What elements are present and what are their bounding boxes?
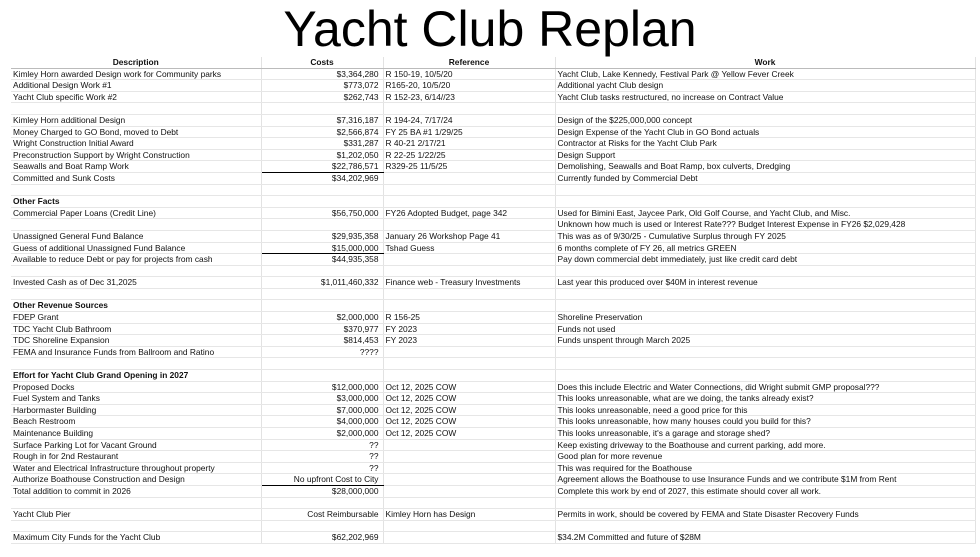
- cost-cell[interactable]: $34,202,969: [261, 172, 383, 184]
- description-cell[interactable]: Other Facts: [11, 196, 261, 208]
- reference-cell[interactable]: R 150-19, 10/5/20: [383, 68, 555, 80]
- work-cell[interactable]: [555, 184, 975, 196]
- reference-cell[interactable]: [383, 485, 555, 497]
- table-row: [11, 207, 975, 219]
- description-cell[interactable]: Harbormaster Building: [11, 404, 261, 416]
- work-cell[interactable]: Currently funded by Commercial Debt: [555, 172, 975, 184]
- work-cell[interactable]: Shoreline Preservation: [555, 312, 975, 324]
- reference-cell[interactable]: January 26 Workshop Page 41: [383, 230, 555, 242]
- work-cell[interactable]: Permits in work, should be covered by FEMA and State Disaster Recovery Funds: [555, 509, 975, 521]
- description-cell[interactable]: [11, 265, 261, 277]
- table-row: [11, 242, 975, 254]
- table-row: [11, 323, 975, 335]
- table-row: [11, 497, 975, 509]
- table-row: [11, 161, 975, 173]
- table-row: [11, 346, 975, 358]
- reference-cell[interactable]: [383, 172, 555, 184]
- description-cell[interactable]: TDC Shoreline Expansion: [11, 335, 261, 347]
- reference-cell[interactable]: Tshad Guess: [383, 242, 555, 254]
- table-row: [11, 428, 975, 440]
- cost-cell[interactable]: [261, 370, 383, 382]
- cost-cell[interactable]: $773,072: [261, 80, 383, 92]
- cost-cell[interactable]: $7,316,187: [261, 114, 383, 126]
- work-cell[interactable]: This was as of 9/30/25 - Cumulative Surplus through FY 2025: [555, 230, 975, 242]
- reference-cell[interactable]: [383, 439, 555, 451]
- table-row: [11, 358, 975, 370]
- cost-cell[interactable]: ????: [261, 346, 383, 358]
- header-work[interactable]: Work: [555, 57, 975, 68]
- cost-cell[interactable]: $331,287: [261, 138, 383, 150]
- cost-cell[interactable]: $2,566,874: [261, 126, 383, 138]
- table-row: [11, 68, 975, 80]
- work-cell[interactable]: Agreement allows the Boathouse to use Insurance Funds and we contribute $1M from Rent: [555, 474, 975, 486]
- description-cell[interactable]: Guess of additional Unassigned Fund Balance: [11, 242, 261, 254]
- reference-cell[interactable]: [383, 346, 555, 358]
- reference-cell[interactable]: FY 2023: [383, 323, 555, 335]
- reference-cell[interactable]: [383, 184, 555, 196]
- table-row: [11, 219, 975, 231]
- reference-cell[interactable]: [383, 520, 555, 532]
- table-row: [11, 300, 975, 312]
- reference-cell[interactable]: [383, 497, 555, 509]
- spreadsheet: [11, 57, 975, 544]
- cost-cell[interactable]: $3,000,000: [261, 393, 383, 405]
- cost-cell[interactable]: [261, 265, 383, 277]
- work-cell[interactable]: [555, 346, 975, 358]
- description-cell[interactable]: Surface Parking Lot for Vacant Ground: [11, 439, 261, 451]
- reference-cell[interactable]: [383, 103, 555, 115]
- reference-cell[interactable]: R329-25 11/5/25: [383, 161, 555, 173]
- reference-cell[interactable]: FY 2023: [383, 335, 555, 347]
- work-cell[interactable]: Funds unspent through March 2025: [555, 335, 975, 347]
- work-cell[interactable]: Yacht Club, Lake Kennedy, Festival Park @ Yellow Fever Creek: [555, 68, 975, 80]
- table-row: [11, 532, 975, 544]
- cost-cell[interactable]: [261, 300, 383, 312]
- cost-cell[interactable]: $28,000,000: [261, 485, 383, 497]
- work-cell[interactable]: Unknown how much is used or Interest Rate??? Budget Interest Expense in FY26 $2,029,428: [555, 219, 975, 231]
- cost-cell[interactable]: [261, 288, 383, 300]
- table-row: [11, 265, 975, 277]
- reference-cell[interactable]: R 156-25: [383, 312, 555, 324]
- description-cell[interactable]: Maintenance Building: [11, 428, 261, 440]
- work-cell[interactable]: [555, 300, 975, 312]
- description-cell[interactable]: Yacht Club specific Work #2: [11, 91, 261, 103]
- table-row: [11, 91, 975, 103]
- description-cell[interactable]: [11, 520, 261, 532]
- description-cell[interactable]: [11, 184, 261, 196]
- reference-cell[interactable]: Oct 12, 2025 COW: [383, 393, 555, 405]
- header-description[interactable]: Description: [11, 57, 261, 68]
- work-cell[interactable]: This looks unreasonable, need a good price for this: [555, 404, 975, 416]
- cost-cell[interactable]: $22,786,571: [261, 161, 383, 173]
- work-cell[interactable]: $34.2M Committed and future of $28M: [555, 532, 975, 544]
- reference-cell[interactable]: [383, 288, 555, 300]
- table-row: [11, 462, 975, 474]
- cost-cell[interactable]: ??: [261, 439, 383, 451]
- description-cell[interactable]: Water and Electrical Infrastructure throughout property: [11, 462, 261, 474]
- description-cell[interactable]: Authorize Boathouse Construction and Design: [11, 474, 261, 486]
- reference-cell[interactable]: [383, 254, 555, 266]
- work-cell[interactable]: [555, 288, 975, 300]
- description-cell[interactable]: Yacht Club Pier: [11, 509, 261, 521]
- reference-cell[interactable]: FY26 Adopted Budget, page 342: [383, 207, 555, 219]
- table-row: [11, 126, 975, 138]
- table-row: [11, 474, 975, 486]
- work-cell[interactable]: Design Support: [555, 149, 975, 161]
- description-cell[interactable]: Seawalls and Boat Ramp Work: [11, 161, 261, 173]
- reference-cell[interactable]: Finance web - Treasury Investments: [383, 277, 555, 289]
- cost-cell[interactable]: $1,202,050: [261, 149, 383, 161]
- cost-cell[interactable]: No upfront Cost to City: [261, 474, 383, 486]
- table-row: [11, 149, 975, 161]
- table-body: [11, 68, 975, 543]
- cost-cell[interactable]: $12,000,000: [261, 381, 383, 393]
- work-cell[interactable]: Does this include Electric and Water Connections, did Wright submit GMP proposal???: [555, 381, 975, 393]
- cost-cell[interactable]: $4,000,000: [261, 416, 383, 428]
- description-cell[interactable]: Money Charged to GO Bond, moved to Debt: [11, 126, 261, 138]
- cost-cell[interactable]: $1,011,460,332: [261, 277, 383, 289]
- table-row: [11, 114, 975, 126]
- reference-cell[interactable]: Oct 12, 2025 COW: [383, 404, 555, 416]
- reference-cell[interactable]: Oct 12, 2025 COW: [383, 381, 555, 393]
- cost-cell[interactable]: $2,000,000: [261, 428, 383, 440]
- work-cell[interactable]: Last year this produced over $40M in interest revenue: [555, 277, 975, 289]
- description-cell[interactable]: Rough in for 2nd Restaurant: [11, 451, 261, 463]
- table-row: [11, 439, 975, 451]
- work-cell[interactable]: [555, 358, 975, 370]
- header-reference[interactable]: Reference: [383, 57, 555, 68]
- work-cell[interactable]: This was required for the Boathouse: [555, 462, 975, 474]
- reference-cell[interactable]: [383, 370, 555, 382]
- description-cell[interactable]: Other Revenue Sources: [11, 300, 261, 312]
- description-cell[interactable]: Wright Construction Initial Award: [11, 138, 261, 150]
- description-cell[interactable]: [11, 219, 261, 231]
- table-row: [11, 254, 975, 266]
- cost-cell[interactable]: $15,000,000: [261, 242, 383, 254]
- description-cell[interactable]: TDC Yacht Club Bathroom: [11, 323, 261, 335]
- work-cell[interactable]: Funds not used: [555, 323, 975, 335]
- table-row: [11, 288, 975, 300]
- work-cell[interactable]: This looks unreasonable, how many houses could you build for this?: [555, 416, 975, 428]
- reference-cell[interactable]: [383, 358, 555, 370]
- work-cell[interactable]: Used for Bimini East, Jaycee Park, Old Golf Course, and Yacht Club, and Misc.: [555, 207, 975, 219]
- work-cell[interactable]: Design of the $225,000,000 concept: [555, 114, 975, 126]
- description-cell[interactable]: Total addition to commit in 2026: [11, 485, 261, 497]
- table-row: [11, 230, 975, 242]
- work-cell[interactable]: Yacht Club tasks restructured, no increase on Contract Value: [555, 91, 975, 103]
- cost-cell[interactable]: $3,364,280: [261, 68, 383, 80]
- reference-cell[interactable]: [383, 532, 555, 544]
- reference-cell[interactable]: [383, 219, 555, 231]
- table-row: [11, 335, 975, 347]
- work-cell[interactable]: Good plan for more revenue: [555, 451, 975, 463]
- description-cell[interactable]: [11, 288, 261, 300]
- cost-cell[interactable]: $62,202,969: [261, 532, 383, 544]
- description-cell[interactable]: Unassigned General Fund Balance: [11, 230, 261, 242]
- reference-cell[interactable]: R 40-21 2/17/21: [383, 138, 555, 150]
- description-cell[interactable]: Additional Design Work #1: [11, 80, 261, 92]
- work-cell[interactable]: [555, 265, 975, 277]
- reference-cell[interactable]: FY 25 BA #1 1/29/25: [383, 126, 555, 138]
- table-row: [11, 520, 975, 532]
- reference-cell[interactable]: [383, 474, 555, 486]
- page-title: Yacht Club Replan: [283, 1, 697, 57]
- work-cell[interactable]: Keep existing driveway to the Boathouse and current parking, add more.: [555, 439, 975, 451]
- reference-cell[interactable]: [383, 300, 555, 312]
- reference-cell[interactable]: [383, 196, 555, 208]
- table-row: [11, 381, 975, 393]
- work-cell[interactable]: [555, 520, 975, 532]
- cost-cell[interactable]: [261, 219, 383, 231]
- replan-table: [11, 57, 976, 544]
- table-row: [11, 509, 975, 521]
- cost-cell[interactable]: [261, 520, 383, 532]
- work-cell[interactable]: Demolishing, Seawalls and Boat Ramp, box culverts, Dredging: [555, 161, 975, 173]
- table-row: [11, 416, 975, 428]
- reference-cell[interactable]: [383, 451, 555, 463]
- cost-cell[interactable]: [261, 184, 383, 196]
- cost-cell[interactable]: $29,935,358: [261, 230, 383, 242]
- cost-cell[interactable]: $814,453: [261, 335, 383, 347]
- cost-cell[interactable]: $7,000,000: [261, 404, 383, 416]
- header-row: [11, 57, 975, 68]
- cost-cell[interactable]: Cost Reimbursable: [261, 509, 383, 521]
- table-row: [11, 103, 975, 115]
- header-costs[interactable]: Costs: [261, 57, 383, 68]
- description-cell[interactable]: Kimley Horn additional Design: [11, 114, 261, 126]
- description-cell[interactable]: Beach Restroom: [11, 416, 261, 428]
- description-cell[interactable]: FEMA and Insurance Funds from Ballroom and Ratino: [11, 346, 261, 358]
- table-row: [11, 393, 975, 405]
- cost-cell[interactable]: ??: [261, 462, 383, 474]
- description-cell[interactable]: Fuel System and Tanks: [11, 393, 261, 405]
- work-cell[interactable]: Design Expense of the Yacht Club in GO Bond actuals: [555, 126, 975, 138]
- reference-cell[interactable]: Kimley Horn has Design: [383, 509, 555, 521]
- cost-cell[interactable]: ??: [261, 451, 383, 463]
- work-cell[interactable]: Pay down commercial debt immediately, just like credit card debt: [555, 254, 975, 266]
- description-cell[interactable]: [11, 497, 261, 509]
- description-cell[interactable]: [11, 358, 261, 370]
- table-row: [11, 277, 975, 289]
- work-cell[interactable]: 6 months complete of FY 26, all metrics GREEN: [555, 242, 975, 254]
- description-cell[interactable]: Committed and Sunk Costs: [11, 172, 261, 184]
- work-cell[interactable]: This looks unreasonable, what are we doing, the tanks already exist?: [555, 393, 975, 405]
- work-cell[interactable]: [555, 103, 975, 115]
- reference-cell[interactable]: [383, 265, 555, 277]
- table-row: [11, 138, 975, 150]
- table-row: [11, 485, 975, 497]
- table-row: [11, 196, 975, 208]
- reference-cell[interactable]: Oct 12, 2025 COW: [383, 428, 555, 440]
- cost-cell[interactable]: [261, 103, 383, 115]
- table-row: [11, 451, 975, 463]
- description-cell[interactable]: Commercial Paper Loans (Credit Line): [11, 207, 261, 219]
- work-cell[interactable]: Complete this work by end of 2027, this estimate should cover all work.: [555, 485, 975, 497]
- reference-cell[interactable]: R165-20, 10/5/20: [383, 80, 555, 92]
- table-row: [11, 172, 975, 184]
- description-cell[interactable]: [11, 103, 261, 115]
- reference-cell[interactable]: Oct 12, 2025 COW: [383, 416, 555, 428]
- reference-cell[interactable]: R 152-23, 6/14//23: [383, 91, 555, 103]
- cost-cell[interactable]: $44,935,358: [261, 254, 383, 266]
- description-cell[interactable]: Invested Cash as of Dec 31,2025: [11, 277, 261, 289]
- work-cell[interactable]: [555, 497, 975, 509]
- description-cell[interactable]: Proposed Docks: [11, 381, 261, 393]
- reference-cell[interactable]: R 194-24, 7/17/24: [383, 114, 555, 126]
- cost-cell[interactable]: $370,977: [261, 323, 383, 335]
- table-row: [11, 80, 975, 92]
- work-cell[interactable]: Additional yacht Club design: [555, 80, 975, 92]
- cost-cell[interactable]: $2,000,000: [261, 312, 383, 324]
- cost-cell[interactable]: [261, 196, 383, 208]
- table-row: [11, 312, 975, 324]
- description-cell[interactable]: Available to reduce Debt or pay for projects from cash: [11, 254, 261, 266]
- description-cell[interactable]: Maximum City Funds for the Yacht Club: [11, 532, 261, 544]
- reference-cell[interactable]: [383, 462, 555, 474]
- table-row: [11, 370, 975, 382]
- work-cell[interactable]: [555, 196, 975, 208]
- table-row: [11, 404, 975, 416]
- cost-cell[interactable]: [261, 358, 383, 370]
- table-row: [11, 184, 975, 196]
- reference-cell[interactable]: R 22-25 1/22/25: [383, 149, 555, 161]
- cost-cell[interactable]: $56,750,000: [261, 207, 383, 219]
- cost-cell[interactable]: $262,743: [261, 91, 383, 103]
- work-cell[interactable]: This looks unreasonable, it's a garage and storage shed?: [555, 428, 975, 440]
- cost-cell[interactable]: [261, 497, 383, 509]
- description-cell[interactable]: Kimley Horn awarded Design work for Community parks: [11, 68, 261, 80]
- work-cell[interactable]: Contractor at Risks for the Yacht Club Park: [555, 138, 975, 150]
- description-cell[interactable]: Preconstruction Support by Wright Construction: [11, 149, 261, 161]
- description-cell[interactable]: FDEP Grant: [11, 312, 261, 324]
- description-cell[interactable]: Effort for Yacht Club Grand Opening in 2027: [11, 370, 261, 382]
- work-cell[interactable]: [555, 370, 975, 382]
